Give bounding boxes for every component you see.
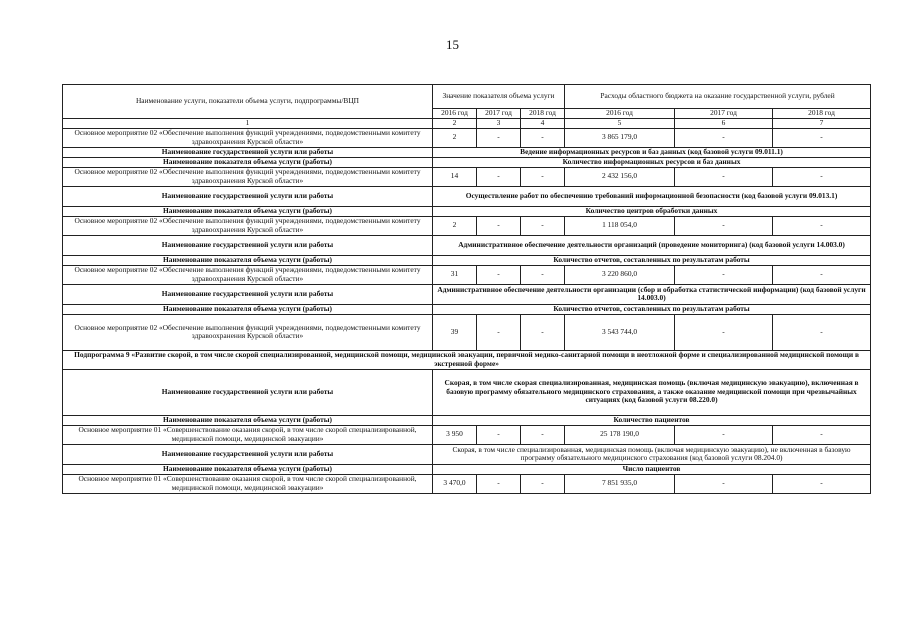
budget-value: 3 865 179,0 — [565, 128, 675, 147]
service-label: Наименование государственной услуги или работы — [63, 284, 433, 304]
service-value: Количество отчетов, составленных по результатам работы — [433, 304, 871, 314]
column-number: 3 — [477, 119, 521, 129]
volume-value: - — [477, 167, 521, 186]
service-row — [63, 186, 871, 206]
service-row — [63, 157, 871, 167]
service-row — [63, 464, 871, 474]
table-row — [63, 216, 871, 235]
header-year: 2017 год — [675, 109, 773, 119]
table-row — [63, 167, 871, 186]
service-row — [63, 147, 871, 157]
service-row — [63, 284, 871, 304]
service-value: Административное обеспечение деятельности организации (сбор и обработка статистической информации) (код базовой услуги 14.003.0) — [433, 284, 871, 304]
budget-value: 2 432 156,0 — [565, 167, 675, 186]
volume-value: - — [521, 314, 565, 350]
service-row — [63, 255, 871, 265]
budget-value: - — [675, 265, 773, 284]
service-row — [63, 369, 871, 415]
header-year: 2017 год — [477, 109, 521, 119]
header-year: 2018 год — [521, 109, 565, 119]
volume-value: - — [521, 474, 565, 493]
service-value: Количество отчетов, составленных по результатам работы — [433, 255, 871, 265]
volume-value: - — [521, 425, 565, 444]
volume-value: - — [521, 265, 565, 284]
column-number: 1 — [63, 119, 433, 129]
activity-name: Основное мероприятие 02 «Обеспечение выполнения функций учреждениями, подведомственными комитету здравоохранения Курской области» — [63, 128, 433, 147]
service-label: Наименование государственной услуги или работы — [63, 186, 433, 206]
volume-value: - — [477, 265, 521, 284]
service-label: Наименование государственной услуги или работы — [63, 147, 433, 157]
header-year: 2016 год — [565, 109, 675, 119]
service-label: Наименование показателя объема услуги (работы) — [63, 206, 433, 216]
service-value: Скорая, в том числе специализированная, медицинская помощь (включая медицинскую эвакуацию), не включенная в базовую программу обязательного медицинского страхования (код базовой услуги 08.204.0) — [433, 444, 871, 464]
budget-value: 1 118 054,0 — [565, 216, 675, 235]
activity-name: Основное мероприятие 02 «Обеспечение выполнения функций учреждениями, подведомственными комитету здравоохранения Курской области» — [63, 314, 433, 350]
service-label: Наименование показателя объема услуги (работы) — [63, 464, 433, 474]
budget-value: - — [773, 474, 871, 493]
volume-value: - — [477, 216, 521, 235]
service-value: Число пациентов — [433, 464, 871, 474]
budget-value: - — [675, 167, 773, 186]
volume-value: - — [477, 128, 521, 147]
volume-value: 2 — [433, 216, 477, 235]
header-budget-group: Расходы областного бюджета на оказание государственной услуги, рублей — [565, 85, 871, 109]
activity-name: Основное мероприятие 01 «Совершенствование оказания скорой, в том числе скорой специализированной, медицинской помощи, медицинской эвакуации» — [63, 474, 433, 493]
column-number: 6 — [675, 119, 773, 129]
table-row — [63, 425, 871, 444]
budget-table — [62, 84, 871, 494]
service-row — [63, 235, 871, 255]
page-number: 15 — [446, 37, 459, 52]
budget-value: - — [675, 314, 773, 350]
budget-value: - — [675, 425, 773, 444]
budget-value: 3 220 860,0 — [565, 265, 675, 284]
service-label: Наименование государственной услуги или работы — [63, 444, 433, 464]
subprogram-row — [63, 350, 871, 369]
service-value: Количество центров обработки данных — [433, 206, 871, 216]
volume-value: - — [521, 128, 565, 147]
activity-name: Основное мероприятие 02 «Обеспечение выполнения функций учреждениями, подведомственными комитету здравоохранения Курской области» — [63, 265, 433, 284]
activity-name: Основное мероприятие 02 «Обеспечение выполнения функций учреждениями, подведомственными комитету здравоохранения Курской области» — [63, 167, 433, 186]
service-row — [63, 206, 871, 216]
table-row — [63, 314, 871, 350]
table-row — [63, 474, 871, 493]
service-label: Наименование государственной услуги или работы — [63, 235, 433, 255]
activity-name: Основное мероприятие 01 «Совершенствование оказания скорой, в том числе скорой специализированной, медицинской помощи, медицинской эвакуации» — [63, 425, 433, 444]
service-row — [63, 415, 871, 425]
header-year: 2016 год — [433, 109, 477, 119]
activity-name: Основное мероприятие 02 «Обеспечение выполнения функций учреждениями, подведомственными комитету здравоохранения Курской области» — [63, 216, 433, 235]
volume-value: - — [521, 216, 565, 235]
service-label: Наименование показателя объема услуги (работы) — [63, 157, 433, 167]
budget-value: - — [675, 128, 773, 147]
budget-value: - — [773, 314, 871, 350]
header-value-group: Значение показателя объема услуги — [433, 85, 565, 109]
volume-value: 39 — [433, 314, 477, 350]
volume-value: - — [477, 425, 521, 444]
budget-value: - — [773, 425, 871, 444]
volume-value: 14 — [433, 167, 477, 186]
volume-value: 3 470,0 — [433, 474, 477, 493]
service-value: Административное обеспечение деятельности организаций (проведение мониторинга) (код базовой услуги 14.003.0) — [433, 235, 871, 255]
budget-value: 3 543 744,0 — [565, 314, 675, 350]
service-label: Наименование государственной услуги или работы — [63, 369, 433, 415]
service-value: Количество пациентов — [433, 415, 871, 425]
budget-value: 25 178 190,0 — [565, 425, 675, 444]
service-label: Наименование показателя объема услуги (работы) — [63, 255, 433, 265]
volume-value: 31 — [433, 265, 477, 284]
volume-value: - — [477, 314, 521, 350]
header-year: 2018 год — [773, 109, 871, 119]
budget-value: - — [773, 265, 871, 284]
column-number: 4 — [521, 119, 565, 129]
service-label: Наименование показателя объема услуги (работы) — [63, 304, 433, 314]
service-row — [63, 444, 871, 464]
volume-value: 3 950 — [433, 425, 477, 444]
service-value: Ведение информационных ресурсов и баз данных (код базовой услуги 09.011.1) — [433, 147, 871, 157]
budget-value: - — [675, 474, 773, 493]
subprogram-title: Подпрограмма 9 «Развитие скорой, в том числе скорой специализированной, медицинской помощи, медицинской эвакуации, первичной медико-санитарной помощи в неотложной форме и специализированной медицинской помощи в экстренной форме» — [63, 350, 871, 369]
volume-value: 2 — [433, 128, 477, 147]
volume-value: - — [521, 167, 565, 186]
service-label: Наименование показателя объема услуги (работы) — [63, 415, 433, 425]
service-value: Осуществление работ по обеспечению требований информационной безопасности (код базовой услуги 09.013.1) — [433, 186, 871, 206]
column-number: 5 — [565, 119, 675, 129]
budget-value: 7 851 935,0 — [565, 474, 675, 493]
budget-value: - — [675, 216, 773, 235]
budget-value: - — [773, 216, 871, 235]
header-name-column: Наименование услуги, показатели объема услуги, подпрограммы/ВЦП — [63, 85, 433, 119]
service-value: Количество информационных ресурсов и баз данных — [433, 157, 871, 167]
table-row — [63, 128, 871, 147]
service-row — [63, 304, 871, 314]
column-number: 7 — [773, 119, 871, 129]
service-value: Скорая, в том числе скорая специализированная, медицинская помощь (включая медицинскую эвакуацию), включенная в базовую программу обязательного медицинского страхования, а также оказание медицинской помощи при чрезвычайных ситуациях (код базовой услуги 08.220.0) — [433, 369, 871, 415]
column-number: 2 — [433, 119, 477, 129]
volume-value: - — [477, 474, 521, 493]
table-row — [63, 265, 871, 284]
budget-value: - — [773, 128, 871, 147]
budget-value: - — [773, 167, 871, 186]
